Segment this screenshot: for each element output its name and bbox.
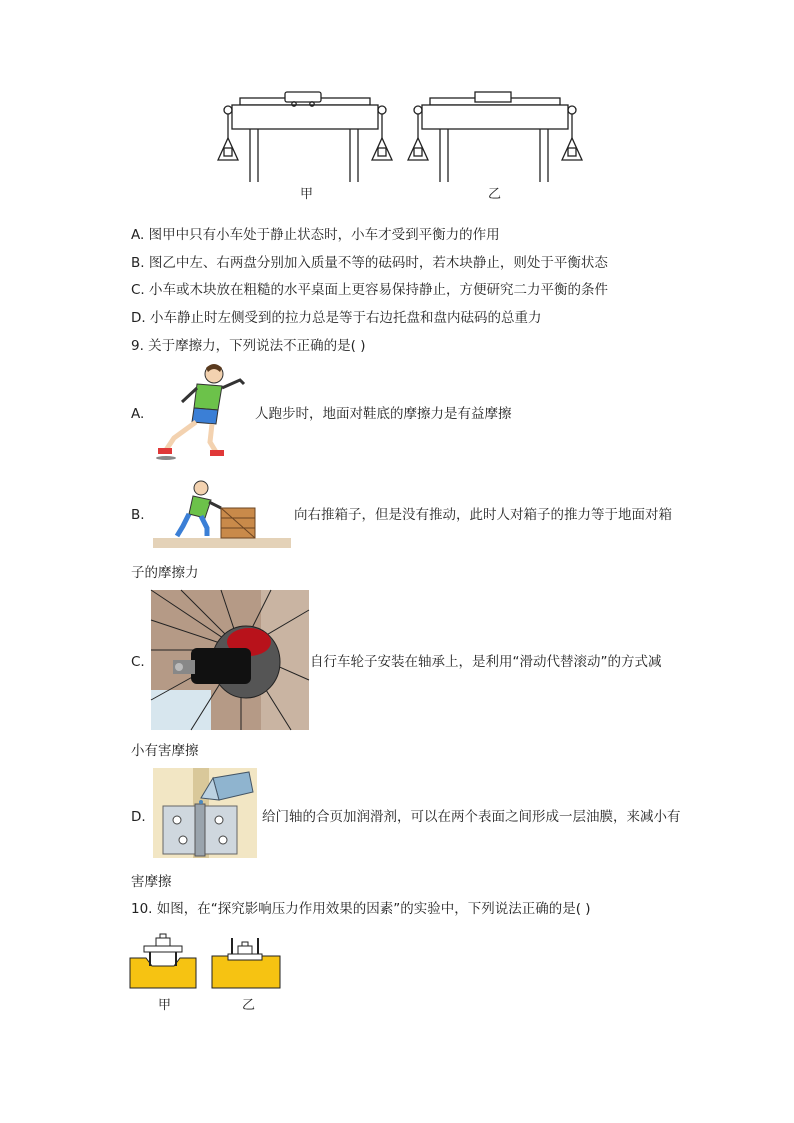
q9-option-d-text-1: 给门轴的合页加润滑剂，可以在两个表面之间形成一层油膜，来减小有 — [262, 809, 681, 825]
q9-option-d-letter: D. — [131, 809, 146, 825]
q10-stem: 10. 如图，在“探究影响压力作用效果的因素”的实验中，下列说法正确的是( ) — [131, 901, 591, 917]
q9-option-c-text-1: 自行车轮子安装在轴承上，是利用“滑动代替滚动”的方式减 — [310, 654, 662, 670]
figure-label-yi: 乙 — [488, 187, 502, 202]
q9-option-a-letter: A. — [131, 406, 145, 422]
q9-option-b-text-2: 子的摩擦力 — [131, 565, 199, 581]
figure-label-jia: 甲 — [300, 187, 314, 202]
table-right — [408, 92, 582, 182]
runner-image — [152, 362, 257, 462]
q9-option-c-letter: C. — [131, 654, 145, 670]
q9-stem: 9. 关于摩擦力，下列说法不正确的是( ) — [131, 338, 366, 354]
push-box-image — [153, 476, 291, 548]
door-hinge-image — [153, 768, 257, 858]
pressure-experiment-figure — [130, 930, 282, 990]
q9-option-d-text-2: 害摩擦 — [131, 874, 172, 890]
table-left — [218, 92, 392, 182]
q8-option-c: C. 小车或木块放在粗糙的水平桌面上更容易保持静止，方便研究二力平衡的条件 — [131, 282, 609, 298]
q8-option-a: A. 图甲中只有小车处于静止状态时，小车才受到平衡力的作用 — [131, 227, 500, 243]
q10-label-yi: 乙 — [242, 998, 256, 1013]
q8-option-d: D. 小车静止时左侧受到的拉力总是等于右边托盘和盘内砝码的总重力 — [131, 310, 542, 326]
sponge-right — [212, 938, 280, 988]
bicycle-hub-image — [151, 590, 309, 730]
sponge-left — [130, 934, 196, 988]
q9-option-c-text-2: 小有害摩擦 — [131, 743, 199, 759]
q8-option-b: B. 图乙中左、右两盘分别加入质量不等的砝码时，若木块静止，则处于平衡状态 — [131, 255, 608, 271]
q9-option-b-text-1: 向右推箱子，但是没有推动，此时人对箱子的推力等于地面对箱 — [294, 507, 672, 523]
figure-balance-tables — [210, 90, 590, 185]
q9-option-a-text: 人跑步时，地面对鞋底的摩擦力是有益摩擦 — [255, 406, 512, 422]
q10-label-jia: 甲 — [158, 998, 172, 1013]
q9-option-b-letter: B. — [131, 507, 145, 523]
